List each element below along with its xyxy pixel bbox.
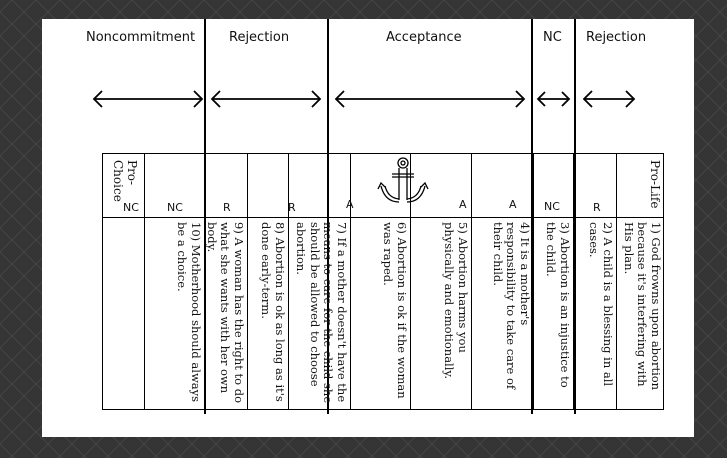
arrow-nc	[538, 92, 569, 106]
arrow-rejection-right	[584, 91, 634, 107]
statement-7: 7) If a mother doesn't have the means to care for the child she should be allowed to choose abortion.	[294, 222, 349, 404]
statement-4: 4) It is a mother's responsibility to take care of their child.	[491, 222, 532, 390]
header-row-line	[103, 217, 663, 218]
zone-label-nc: NC	[543, 30, 562, 45]
zone-label-rejection-left: Rejection	[229, 30, 290, 45]
statement-2: 2) A child is a blessing in all cases.	[587, 222, 615, 387]
col-sep	[350, 154, 351, 409]
zone-label-acceptance: Acceptance	[386, 30, 462, 45]
code-col-9: NC	[167, 201, 183, 214]
statement-1: 1) God frowns upon abortion because it's interfering with His plan.	[622, 222, 663, 391]
zone-label-rejection-right: Rejection	[586, 30, 647, 45]
arrow-noncommitment	[94, 91, 202, 107]
col-sep	[471, 154, 472, 409]
statements-table	[102, 153, 664, 410]
col-sep	[533, 154, 534, 409]
arrow-rejection-left	[212, 91, 320, 107]
zone-label-noncommitment: Noncommitment	[86, 30, 196, 45]
code-col-10: NC	[123, 201, 139, 214]
code-col-1: R	[593, 201, 601, 214]
anchor-icon	[375, 156, 431, 210]
code-col-2: NC	[544, 200, 560, 213]
code-col-3: A	[509, 198, 517, 211]
code-col-8: R	[223, 201, 231, 214]
statement-3: 3) Abortion is an injustice to the child.	[544, 222, 572, 388]
code-col-4: A	[459, 198, 467, 211]
statement-10: 10) Motherhood should always be a choice.	[175, 222, 203, 403]
code-col-6: A	[346, 198, 354, 211]
arrows-layer	[42, 19, 694, 149]
slide	[42, 19, 694, 437]
pro-choice-title: Pro- Choice	[111, 160, 139, 202]
code-col-7: R	[288, 201, 296, 214]
col-sep	[616, 154, 617, 409]
pro-life-title: Pro-Life	[648, 160, 662, 209]
statement-6: 6) Abortion is ok if the woman was raped.	[381, 222, 409, 399]
col-sep	[288, 154, 289, 409]
col-sep	[573, 154, 574, 409]
col-sep	[247, 154, 248, 409]
col-sep	[144, 154, 145, 409]
statement-5: 5) Abortion harms you physically and emotionally.	[442, 222, 470, 380]
statement-9: 9) A woman has the right to do what she wants with her own body.	[205, 222, 246, 404]
arrow-acceptance	[336, 91, 524, 107]
statement-8: 8) Abortion is ok as long as it's done early-term.	[259, 222, 287, 402]
